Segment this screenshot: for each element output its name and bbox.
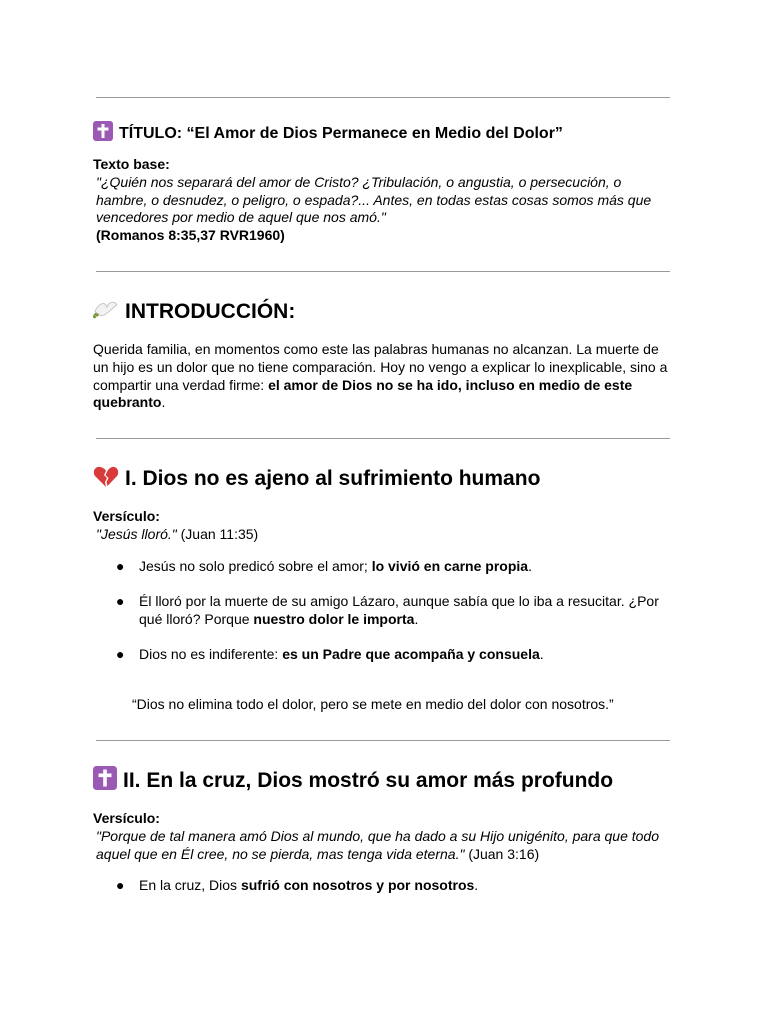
- bullet-end: .: [528, 558, 532, 574]
- bullet-bold: nuestro dolor le importa: [253, 610, 415, 627]
- section1-verse-ref: (Juan 11:35): [176, 525, 259, 542]
- bullet-bold: lo vivió en carne propia: [371, 558, 529, 574]
- list-item: [116, 558, 672, 576]
- section2-verse-label: Versículo:: [93, 810, 160, 826]
- list-item: [116, 877, 672, 895]
- section2-verse-ref: (Juan 3:16): [464, 845, 540, 862]
- section1-verse-quote: "Jesús lloró.": [96, 525, 177, 542]
- section1-verse-label: Versículo:: [93, 508, 160, 524]
- base-text-quote: "¿Quién nos separará del amor de Cristo? ¿Tribulación, o angustia, o persecución, o hambre, o desnudez, o peligro, o espada?... Antes, en todas estas cosas somos más que vencedores por medio de aquel que nos amó.": [96, 173, 652, 226]
- section2-heading-text: II. En la cruz, Dios mostró su amor más profundo: [123, 769, 614, 792]
- list-item: [116, 646, 672, 664]
- bullet-end: .: [539, 646, 544, 662]
- section2-heading: [93, 766, 672, 798]
- section1-quote: “Dios no elimina todo el dolor, pero se mete en medio del dolor con nosotros.”: [132, 696, 614, 712]
- title-label: TÍTULO:: [119, 125, 187, 142]
- divider: [96, 438, 670, 439]
- bullet-dot: ●: [116, 646, 125, 662]
- intro-paragraph: [93, 341, 672, 412]
- bullet-dot: ●: [116, 558, 125, 574]
- bullet-bold: es un Padre que acompaña y consuela: [282, 646, 540, 662]
- sermon-title: [93, 121, 672, 147]
- base-text-reference: (Romanos 8:35,37 RVR1960): [96, 227, 285, 244]
- base-text-label: Texto base:: [93, 156, 170, 172]
- intro-heading: [93, 298, 672, 329]
- bullet-bold: sufrió con nosotros y por nosotros: [240, 877, 475, 893]
- bullet-dot: ●: [116, 593, 125, 609]
- list-item: [116, 593, 672, 629]
- divider: [96, 97, 670, 98]
- title-text: “El Amor de Dios Permanece en Medio del Dolor”: [186, 125, 563, 142]
- bullet-end: .: [414, 610, 419, 627]
- dove-icon: [93, 299, 119, 329]
- section2-verse: [93, 810, 672, 863]
- bullet-text: Jesús no solo predicó sobre el amor;: [139, 558, 372, 574]
- section1-heading: [93, 465, 672, 496]
- base-text-section: [93, 156, 672, 245]
- section1-heading-text: I. Dios no es ajeno al sufrimiento humano: [125, 467, 541, 490]
- intro-text: Querida familia, en momentos como este las palabras humanas no alcanzan. La muerte de un hijo es un dolor que no tiene comparación. Hoy no vengo a explicar lo inexplicable, sino a compartir una verdad firme:: [93, 341, 668, 393]
- divider: [96, 740, 670, 741]
- divider: [96, 271, 670, 272]
- intro-end: .: [161, 394, 166, 411]
- broken-heart-icon: [93, 466, 119, 496]
- section1-verse: [93, 508, 672, 544]
- intro-heading-text: INTRODUCCIÓN:: [125, 300, 296, 323]
- bullet-text: Él lloró por la muerte de su amigo Lázaro, aunque sabía que lo iba a resucitar. ¿Por qué lloró? Porque: [139, 593, 659, 627]
- bullet-end: .: [474, 877, 479, 893]
- intro-bold: el amor de Dios no se ha ido, incluso en medio de este quebranto: [93, 376, 633, 411]
- bullet-text: En la cruz, Dios: [139, 877, 241, 893]
- section2-verse-quote: "Porque de tal manera amó Dios al mundo, que ha dado a su Hijo unigénito, para que todo aquel que en Él cree, no se pierda, mas tenga vida eterna.": [96, 827, 660, 862]
- latin-cross-icon: [93, 121, 113, 147]
- bullet-text: Dios no es indiferente:: [139, 646, 283, 662]
- latin-cross-icon: [93, 766, 117, 798]
- bullet-dot: ●: [116, 877, 125, 893]
